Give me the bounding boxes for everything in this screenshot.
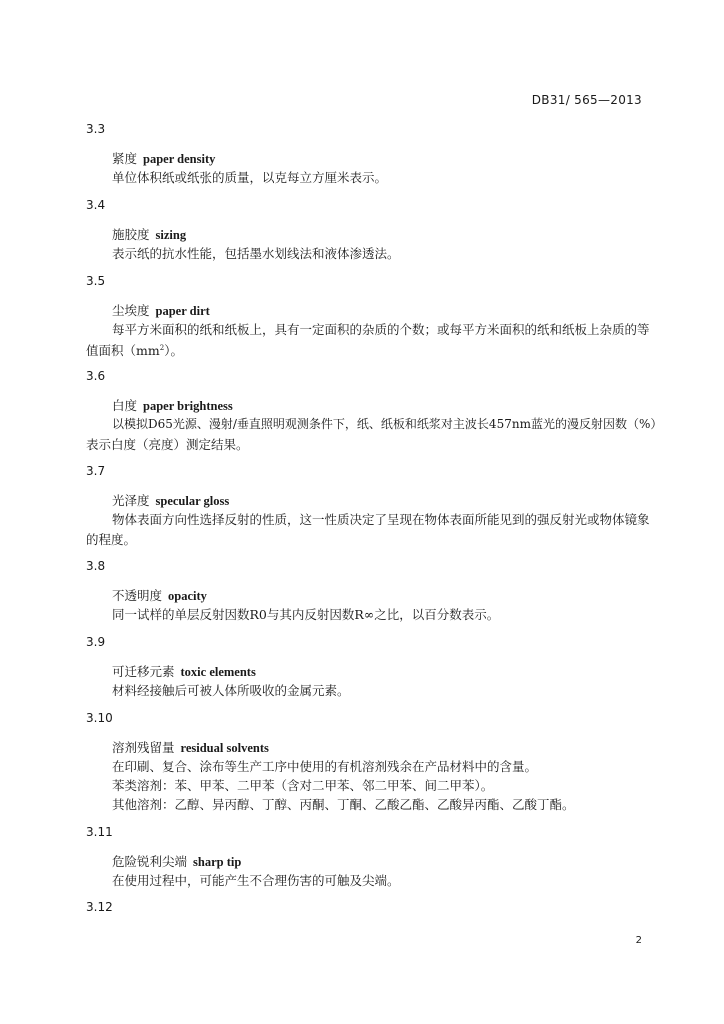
term-en: sizing — [155, 228, 187, 242]
term-en: paper dirt — [155, 304, 210, 318]
term-cn: 尘埃度 — [112, 303, 150, 318]
term-en: sharp tip — [193, 855, 242, 869]
term-cn: 溶剂残留量 — [112, 740, 175, 755]
definition-text: 在印刷、复合、涂布等生产工序中使用的有机溶剂残余在产品材料中的含量。 — [112, 759, 538, 774]
section-number: 3.7 — [86, 464, 106, 478]
definition-text: 材料经接触后可被人体所吸收的金属元素。 — [112, 683, 350, 698]
term-heading — [112, 738, 269, 756]
term-cn: 白度 — [112, 398, 138, 413]
term-heading — [112, 301, 210, 319]
definition-text: 单位体积纸或纸张的质量，以克每立方厘米表示。 — [112, 170, 388, 185]
definition-text: 的程度。 — [86, 532, 137, 547]
section-number: 3.11 — [86, 825, 113, 839]
term-en: opacity — [168, 589, 207, 603]
term-cn: 施胶度 — [112, 227, 150, 242]
term-heading — [112, 225, 186, 243]
section-number: 3.5 — [86, 274, 106, 288]
term-cn: 不透明度 — [112, 588, 163, 603]
term-heading — [112, 491, 229, 509]
term-en: toxic elements — [180, 665, 256, 679]
definition-text: 以模拟D65光源、漫射/垂直照明观测条件下，纸、纸板和纸浆对主波长457nm蓝光的漫反射因数（%） — [112, 417, 663, 431]
term-en: paper brightness — [143, 399, 233, 413]
definition-text: 值面积$(mm^2)$。 — [86, 343, 183, 358]
term-heading — [112, 852, 241, 870]
definition-text: 表示白度（亮度）测定结果。 — [86, 437, 249, 452]
definition-text: 物体表面方向性选择反射的性质，这一性质决定了呈现在物体表面所能见到的强反射光或物体镜象 — [112, 512, 650, 527]
definition-text: 表示纸的抗水性能，包括墨水划线法和液体渗透法。 — [112, 246, 400, 261]
section-number: 3.6 — [86, 369, 106, 383]
definition-text: 在使用过程中，可能产生不合理伤害的可触及尖端。 — [112, 873, 400, 888]
term-heading — [112, 586, 207, 604]
term-en: paper density — [143, 152, 216, 166]
term-cn: 紧度 — [112, 151, 138, 166]
term-heading — [112, 662, 256, 680]
section-number: 3.10 — [86, 711, 113, 725]
term-cn: 可迁移元素 — [112, 664, 175, 679]
definition-text: 每平方米面积的纸和纸板上，具有一定面积的杂质的个数；或每平方米面积的纸和纸板上杂质的等 — [112, 322, 650, 337]
definition-text: 其他溶剂：乙醇、异丙醇、丁醇、丙酮、丁酮、乙酸乙酯、乙酸异丙酯、乙酸丁酯。 — [112, 797, 575, 812]
section-number: 3.3 — [86, 122, 106, 136]
section-number: 3.8 — [86, 559, 106, 573]
term-cn: 危险锐利尖端 — [112, 854, 188, 869]
term-cn: 光泽度 — [112, 493, 150, 508]
term-heading — [112, 149, 215, 167]
section-number: 3.4 — [86, 198, 106, 212]
section-number: 3.9 — [86, 635, 106, 649]
term-heading — [112, 396, 233, 414]
page-number: 2 — [635, 935, 642, 946]
section-number: 3.12 — [86, 900, 113, 914]
definition-text: 苯类溶剂：苯、甲苯、二甲苯（含对二甲苯、邻二甲苯、间二甲苯）。 — [112, 778, 494, 793]
term-en: specular gloss — [155, 494, 230, 508]
term-en: residual solvents — [180, 741, 269, 755]
definition-text: 同一试样的单层反射因数R0与其内反射因数R∞之比，以百分数表示。 — [112, 607, 500, 622]
document-code: DB31/ 565—2013 — [531, 93, 642, 107]
